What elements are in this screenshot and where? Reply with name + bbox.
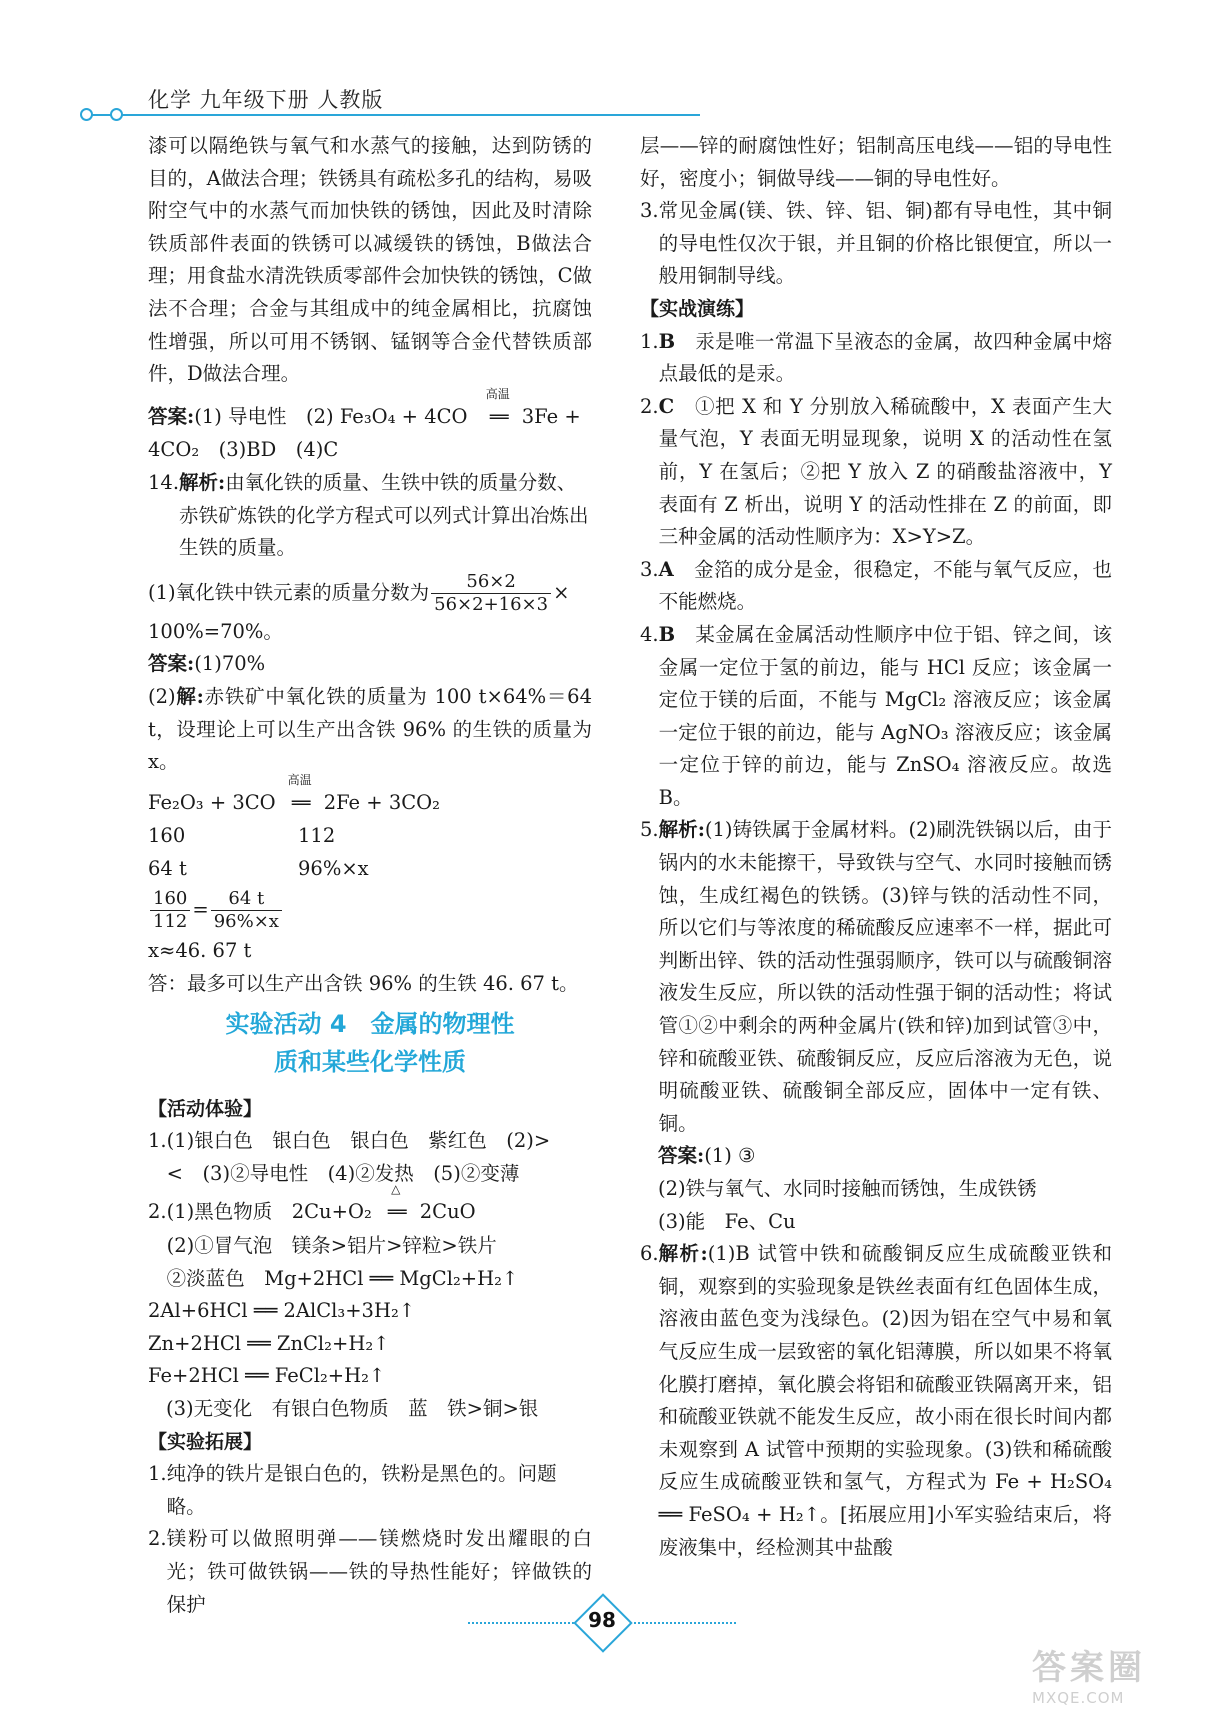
- heading-extend: 【实验拓展】: [148, 1430, 263, 1453]
- reaction-condition: 高温 ══: [485, 386, 510, 428]
- mass-fraction: $\frac{56\times 2}{56\times 2+16\times 3}$: [431, 571, 551, 616]
- heading-activity: 【活动体验】: [148, 1097, 263, 1120]
- footer-dotted-left: [468, 1622, 578, 1624]
- equation-fe: Fe+2HCl ══ FeCl₂+H₂↑: [148, 1364, 386, 1388]
- calc-row-2: 64 t 96%×x: [148, 856, 369, 880]
- watermark-logo: 答案圈 MXQE.COM: [1032, 1648, 1146, 1707]
- extend-2: 2. 镁粉可以做照明弹——镁燃烧时发出耀眼的白光；铁可做铁锅——铁的导热性能好；锌做铁的保护: [148, 1527, 592, 1616]
- practice-6: 6. 解析:(1)B 试管中铁和硫酸铜反应生成硫酸亚铁和铜，观察到的实验现象是铁丝表面有红色固体生成，溶液由蓝色变为浅绿色。(2)因为铝在空气中易和氧气反应生成一层致密的氧化铝薄膜，所以如果不将氧化膜打磨掉，氧化膜会将铝和硫酸亚铁隔离开来，铝和硫酸亚铁就不能发生反应，故小雨在很长时间内都未观察到 A 试管中预期的实验现象。(3)铁和稀硫酸反应生成硫酸亚铁和氢气，方程式为 Fe + H₂SO₄ ══ FeSO₄ + H₂↑。[拓展应用]小军实验结束后，将废液集中，经检测其中盐酸: [640, 1242, 1113, 1559]
- header-dot-2: [110, 108, 123, 121]
- practice-5-answer-3: (3)能 Fe、Cu: [658, 1209, 796, 1233]
- activity-2-part3: (3)无变化 有银白色物质 蓝 铁>铜>银: [166, 1397, 539, 1420]
- question-14: [148, 467, 592, 565]
- practice-5: 5. 解析:(1)铸铁属于金属材料。(2)刷洗铁锅以后，由于锅内的水未能擦干，导致铁与空气、水同时接触而锈蚀，生成红褐色的铁锈。(3)锌与铁的活动性不同，所以它们与等浓度的稀硫酸反应速率不一样，据此可判断出锌、铁的活动性强弱顺序，铁可以与硫酸铜溶液发生反应，所以铁的活动性强于铜的活动性；将试管①②中剩余的两种金属片(铁和锌)加到试管③中，锌和硫酸亚铁、硫酸铜反应，反应后溶液为无色，说明硫酸亚铁、硫酸铜全部反应，固体中一定有铁、铜。: [640, 818, 1112, 1135]
- paragraph-continued: 漆可以隔绝铁与氧气和水蒸气的接触，达到防锈的目的，A做法合理；铁锈具有疏松多孔的结构，易吸附空气中的水蒸气而加快铁的锈蚀，因此及时清除铁质部件表面的铁锈可以减缓铁的锈蚀，B做法合理；用食盐水清洗铁质零部件会加快铁的锈蚀，C做法不合理；合金与其组成中的纯金属相比，抗腐蚀性增强，所以可用不锈钢、锰钢等合金代替铁质部件，D做法合理。: [148, 134, 592, 386]
- practice-4: 4. B 某金属在金属活动性顺序中位于铝、锌之间，该金属一定位于氢的前边，能与 HCl 反应；该金属一定位于镁的后面，不能与 MgCl₂ 溶液反应；该金属一定位于银的前边，能与 AgNO₃ 溶液反应；该金属一定位于锌的前边，能与 ZnSO₄ 溶液反应。故选 B。: [640, 622, 1112, 809]
- q14-part1-result: 100%=70%。: [148, 619, 283, 643]
- heading-practice: 【实战演练】: [640, 297, 755, 320]
- extend-1: 1. 纯净的铁片是银白色的，铁粉是黑色的。问题略。: [148, 1462, 557, 1518]
- q14-part1: [148, 571, 592, 616]
- answer-label: 答案:: [148, 404, 195, 428]
- right-column: [640, 130, 1112, 1564]
- practice-5-answer-2: (2)铁与氧气、水同时接触而锈蚀，生成铁锈: [658, 1177, 1037, 1200]
- times-sign: ×: [553, 580, 570, 604]
- analysis-label: 解析:: [179, 470, 226, 494]
- practice-2: 2. C ①把 X 和 Y 分别放入稀硫酸中，X 表面产生大量气泡，Y 表面无明显现象，说明 X 的活动性在氢前，Y 在氢后；②把 Y 放入 Z 的硝酸盐溶液中，Y 表面有 Z 析出，说明 Y 的活动性排在 Z 的前面，即三种金属的活动性顺序为：X>Y>Z。: [640, 394, 1112, 549]
- analysis-text: 由氧化铁的质量、生铁中铁的质量分数、赤铁矿炼铁的化学方程式可以列式计算出冶炼出生铁的质量。: [179, 470, 589, 560]
- answer-13-part-a: (1) 导电性 (2) Fe₃O₄ + 4CO: [194, 404, 468, 428]
- answer-13-part-b: 3Fe +: [521, 404, 581, 428]
- extend-3: 3. 常见金属(镁、铁、锌、铝、铜)都有导电性，其中铜的导电性仅次于银，并且铜的价格比银便宜，所以一般用铜制导线。: [640, 199, 1112, 288]
- answer-13: [148, 386, 592, 435]
- final-answer: 答：最多可以生产出含铁 96% 的生铁 46. 67 t。: [148, 972, 579, 996]
- x-result: x≈46. 67 t: [148, 939, 252, 963]
- practice-5-answer: 答案:(1) ③: [658, 1144, 756, 1168]
- page-number: 98: [588, 1608, 616, 1632]
- section-title: 实验活动 4 金属的物理性 质和某些化学性质: [225, 1009, 515, 1076]
- practice-3: 3. A 金箔的成分是金，很稳定，不能与氧气反应，也不能燃烧。: [640, 557, 1112, 614]
- q14-part1-text: (1)氧化铁中铁元素的质量分数为: [148, 580, 430, 604]
- header-rule: [90, 114, 700, 116]
- footer-dotted-right: [626, 1622, 736, 1624]
- header-dot-1: [80, 108, 93, 121]
- extend-2-cont: 层——锌的耐腐蚀性好；铝制高压电线——铝的导电性好，密度小；铜做导线——铜的导电性好。: [640, 134, 1112, 190]
- answer-13-cont: 4CO₂ (3)BD (4)C: [148, 438, 339, 462]
- proportion: $\frac{160}{112}$ = $\frac{64 t}{96\%\times x}$: [148, 885, 592, 935]
- chemical-equation: Fe₂O₃ + 3CO 高温 ══ 2Fe + 3CO₂: [148, 772, 440, 814]
- calc-row-1: 160 112: [148, 824, 336, 848]
- page-header: 化学 九年级下册 人教版: [148, 88, 384, 112]
- practice-1: 1. B 汞是唯一常温下呈液态的金属，故四种金属中熔点最低的是汞。: [640, 329, 1112, 386]
- q14-part2: (2)解:赤铁矿中氧化铁的质量为 100 t×64%＝64 t，设理论上可以生产出含铁 96% 的生铁的质量为 x。: [148, 684, 593, 774]
- equation-al: 2Al+6HCl ══ 2AlCl₃+3H₂↑: [148, 1299, 416, 1323]
- left-column: [148, 130, 592, 1621]
- answer-14: [148, 648, 592, 681]
- activity-1: 1. (1)银白色 银白色 银白色 紫红色 (2)> < (3)②导电性 (4)②发热 (5)②变薄: [148, 1129, 551, 1185]
- equation-zn: Zn+2HCl ══ ZnCl₂+H₂↑: [148, 1331, 390, 1355]
- answer-14-part1: (1)70%: [194, 652, 266, 676]
- answer-label: 答案:: [148, 652, 195, 676]
- question-number: 14.: [148, 470, 180, 494]
- activity-2: 2. (1)黑色物质 2Cu+O₂ △ ══ 2CuO (2)①冒气泡 镁条>铝片>锌粒>铁片 ②淡蓝色 Mg+2HCl ══ MgCl₂+H₂↑: [148, 1182, 519, 1290]
